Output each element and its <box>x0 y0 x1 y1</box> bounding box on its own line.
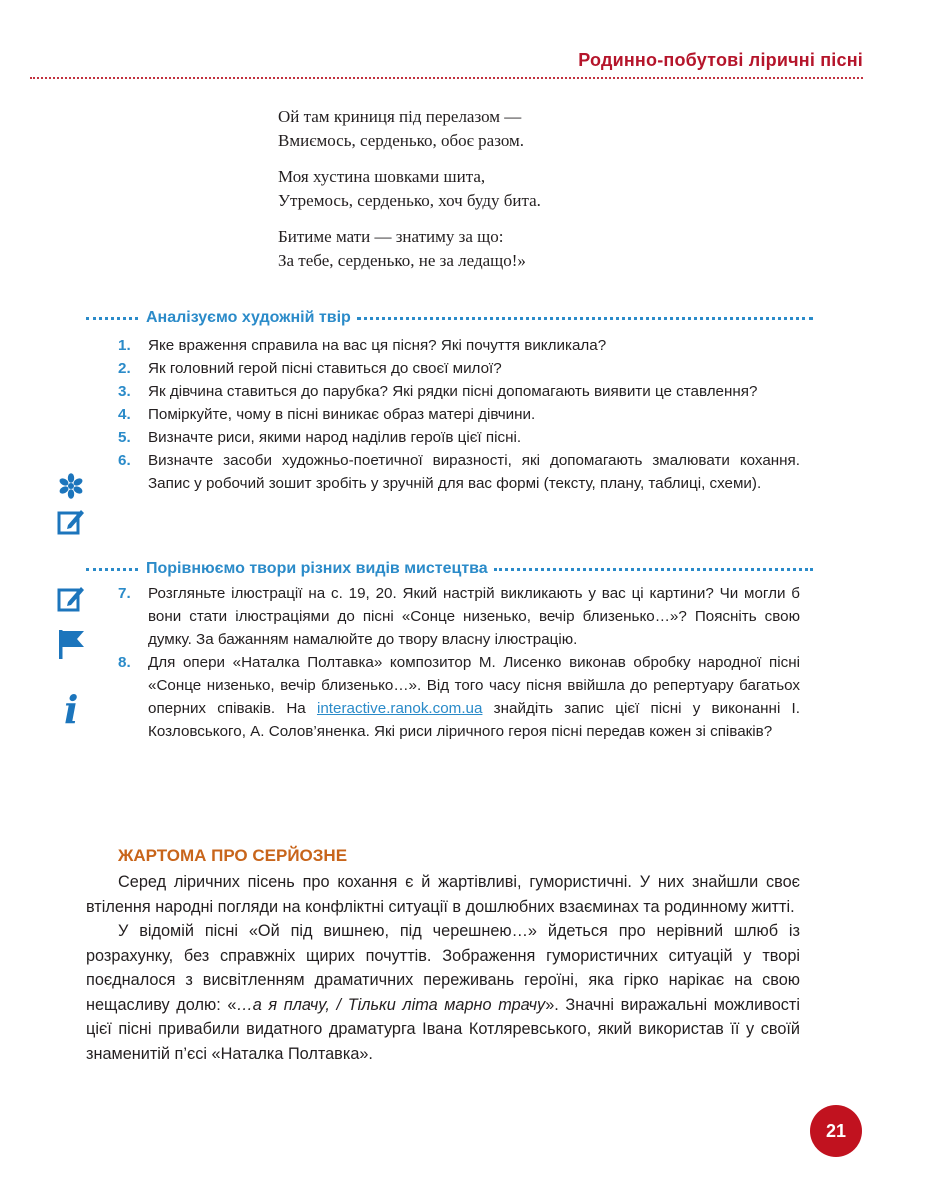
flag-icon <box>55 628 87 660</box>
question-number: 2. <box>118 360 131 377</box>
question-text: Розгляньте ілюстрації на с. 19, 20. Який настрій викликають у вас ці картини? Чи могли б вони стати ілюстраціями до пісні «Сонце низенько, вечір близенько…»? Поясніть свою думку. За бажанням намалюйте до твору власну ілюстрацію. <box>148 585 800 648</box>
question-text: Як дівчина ставиться до парубка? Які рядки пісні допомагають виявити це ставлення? <box>148 383 758 400</box>
question-item <box>118 651 800 743</box>
poem-line: Моя хустина шовками шита, <box>278 167 486 186</box>
question-number: 1. <box>118 337 131 354</box>
question-text: Яке враження справила на вас ця пісня? Які почуття викликала? <box>148 337 607 354</box>
quote-text: …а я плачу, / Тільки літа марно трачу <box>236 995 546 1014</box>
article-title: ЖАРТОМА ПРО СЕРЙОЗНЕ <box>118 846 348 865</box>
dotted-rule <box>86 317 138 320</box>
website-link[interactable]: interactive.ranok.com.ua <box>316 700 483 717</box>
pencil-note-icon <box>55 582 87 614</box>
question-list-comparison <box>118 582 800 743</box>
question-item <box>118 582 800 651</box>
question-number: 7. <box>118 585 131 602</box>
pencil-note-icon <box>55 505 87 537</box>
poem-line: Утремось, серденько, хоч буду бита. <box>278 191 541 210</box>
poem-line: За тебе, серденько, не за ледащо!» <box>278 251 526 270</box>
question-text-part: Для опери «Наталка Полтавка» композитор М. Лисенко виконав обробку народної пісні «Сонце низенько, вечір близенько…». Від того часу пісня ввійшла до репертуару багатьох оперних співаків. На <box>148 654 800 717</box>
poem-stanza <box>278 105 778 153</box>
question-number: 6. <box>118 452 131 469</box>
section-title: Аналізуємо художній твір <box>146 309 351 326</box>
info-icon: i <box>64 687 79 732</box>
question-text <box>148 651 800 743</box>
question-text: Як головний герой пісні ставиться до своєї милої? <box>148 360 502 377</box>
page-number: 21 <box>810 1105 862 1157</box>
question-item <box>118 403 800 426</box>
running-title: Родинно-побутові ліричні пісні <box>578 50 863 70</box>
asterisk-icon <box>55 470 87 502</box>
question-item <box>118 380 800 403</box>
question-item <box>118 449 800 495</box>
question-number: 5. <box>118 429 131 446</box>
question-list-analysis <box>118 334 800 495</box>
article-paragraph <box>86 919 800 1066</box>
poem-line: Ой там криниця під перелазом — <box>278 107 522 126</box>
question-text: Визначте риси, якими народ наділив героїв цієї пісні. <box>148 429 522 446</box>
question-item <box>118 426 800 449</box>
question-number: 3. <box>118 383 131 400</box>
question-text: Визначте засоби художньо-поетичної виразності, які допомагають змалювати кохання. Запис у робочий зошит зробіть у зручній для вас формі (тексту, плану, таблиці, схеми). <box>148 452 800 492</box>
poem-line: Вмиємось, серденько, обоє разом. <box>278 131 525 150</box>
question-text: Поміркуйте, чому в пісні виникає образ матері дівчини. <box>148 406 536 423</box>
dotted-rule <box>494 568 813 571</box>
section-title: Порівнюємо твори різних видів мистецтва <box>146 560 488 577</box>
dotted-rule <box>86 568 138 571</box>
question-number: 4. <box>118 406 131 423</box>
poem-stanza <box>278 165 778 213</box>
question-item <box>118 357 800 380</box>
section-heading-analysis <box>86 307 813 329</box>
header-divider <box>30 77 863 79</box>
poem-excerpt <box>278 105 778 285</box>
question-number: 8. <box>118 654 131 671</box>
article-text-part: ». Значні виражальні можливості цієї пісні привабили видатного драматурга Івана Котляревського, який використав її у своїй знаменитій п’єсі «Наталка Полтавка». <box>86 995 800 1063</box>
section-heading-comparison <box>86 558 813 580</box>
article-body <box>86 870 800 1066</box>
article-paragraph: Серед ліричних пісень про кохання є й жартівливі, гумористичні. У них знайшли своє втілення народні погляди на конфліктні ситуації в дошлюбних взаєминах та родинному житті. <box>86 873 800 916</box>
question-item <box>118 334 800 357</box>
dotted-rule <box>357 317 813 320</box>
article-text-part: У відомій пісні «Ой під вишнею, під черешнею…» йдеться про нерівний шлюб із розрахунку, без справжніх щирих почуттів. Зображення гумористичних ситуацій у творі поєдналося з висвітленням драматичних переживань героїні, яка гірко нарікає на свою нещасливу долю: « <box>86 922 800 1014</box>
question-text-part: знайдіть запис цієї пісні у виконанні І. Козловського, А. Солов’яненка. Які риси ліричного героя пісні передав кожен зі співаків? <box>148 700 800 740</box>
poem-stanza <box>278 225 778 273</box>
poem-line: Битиме мати — знатиму за що: <box>278 227 504 246</box>
